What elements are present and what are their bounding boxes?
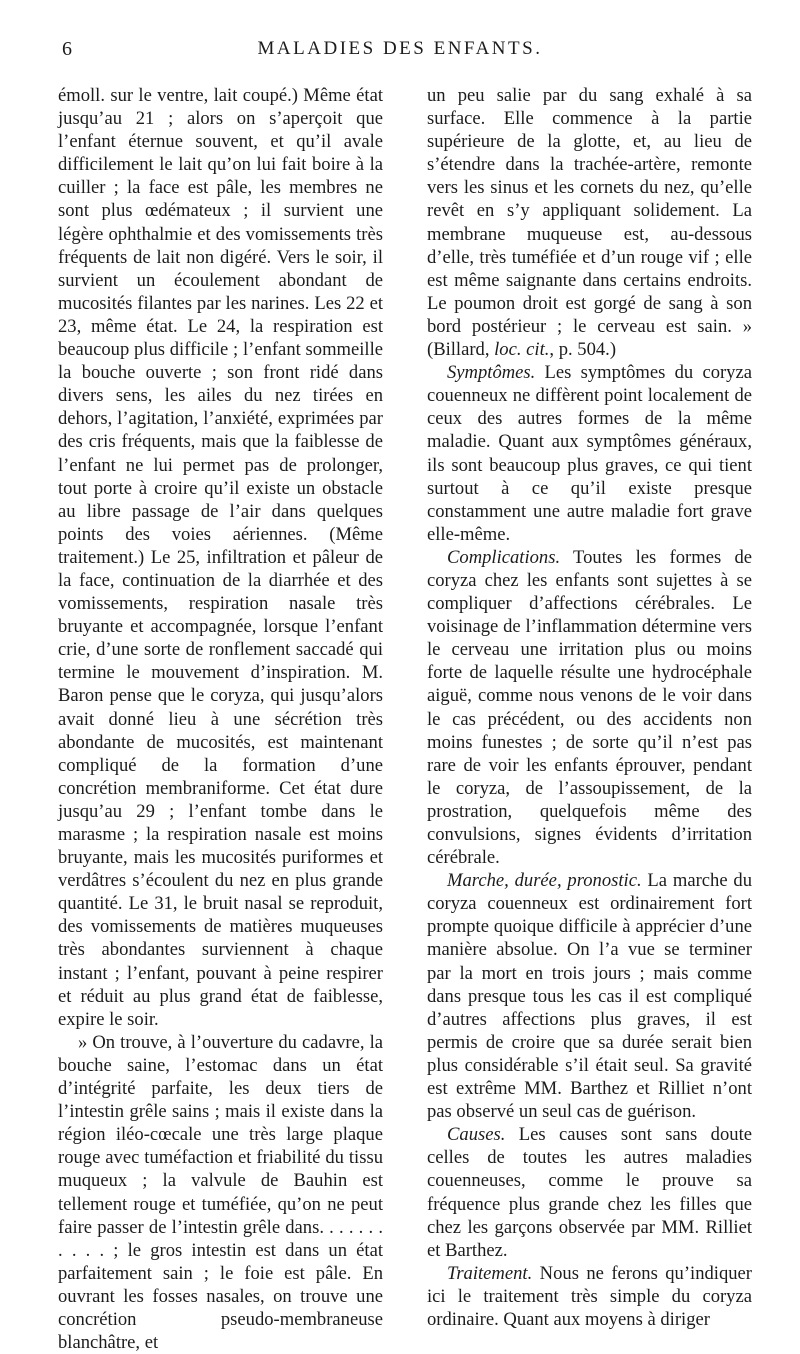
marche-heading: Marche, durée, pronostic.	[447, 870, 642, 892]
case-narrative-paragraph: émoll. sur le ventre, lait coupé.) Même état jusqu’au 21 ; alors on s’aperçoit que l’enfant éternue souvent, et qu’il avale difficilement le lait qu’on lui fait boire à la cuiller ; la face est pâle, les membres ne sont plus œdémateux ; il survient une légère ophthalmie et des vomissements très fréquents de lait non digéré. Vers le soir, il survient un écoulement abondant de mucosités filantes par les narines. Les 22 et 23, même état. Le 24, la respiration est beaucoup plus difficile ; l’enfant sommeille la bouche ouverte ; son front ridé dans divers sens, les ailes du nez tirées en dehors, l’agitation, l’anxiété, exprimées par des cris fréquents, mais que la faiblesse de l’enfant ne lui permet pas de prolonger, tout porte à croire qu’il existe un obstacle au libre passage de l’air dans quelques points des voies aériennes. (Même traitement.) Le 25, infiltration et pâleur de la face, continuation de la diarrhée et des vomissements, respiration nasale très bruyante et accompagnée, lorsque l’enfant crie, d’une sorte de ronflement saccadé qui termine le mouvement d’inspiration. M. Baron pense que le coryza, qui jusqu’alors avait donné lieu à une sécrétion très abondante de mucosités, est maintenant compliqué de la formation d’une concrétion membraniforme. Cet état dure jusqu’au 29 ; l’enfant tombe dans le marasme ; la respiration nasale est moins bruyante, mais les mucosités puriformes et verdâtres s’écoulent du nez en plus grande quantité. Le 31, le bruit nasal se reproduit, des vomissements de matières muqueuses très abondantes surviennent à chaque instant ; l’enfant, pouvant à peine respirer et réduit au plus grand état de faiblesse, expire le soir.	[58, 85, 383, 1030]
causes-heading: Causes.	[447, 1124, 506, 1146]
causes-text: Les causes sont sans doute celles de toutes les autres maladies couenneuses, comme le prouve sa fréquence plus grande chez les filles que chez les garçons observée par MM. Rilliet et Barthez.	[427, 1124, 752, 1261]
complications-heading: Complications.	[447, 546, 561, 568]
marche-text: La marche du coryza couenneux est ordinairement fort prompte quoique difficile à apprécier d’une manière absolue. On l’a vue se terminer par la mort en trois jours ; mais comme dans presque tous les cas il est compliqué d’autres affections plus graves, il est permis de croire que sa durée serait bien plus considérable s’il était seul. Sa gravité est extrême MM. Barthez et Rilliet n’ont pas observé un seul cas de guérison.	[427, 870, 752, 1123]
left-column	[58, 84, 383, 1354]
page-header	[50, 38, 750, 68]
autopsy-paragraph: » On trouve, à l’ouverture du cadavre, la bouche saine, l’estomac dans un état d’intégrité parfaite, les deux tiers de l’intestin grêle sains ; mais il existe dans la région iléo-cœcale une très large plaque rouge avec tuméfaction et friabilité du tissu muqueux ; la valvule de Bauhin est tellement rouge et tuméfiée, qu’on ne peut faire passer de l’intestin grêle dans. . . . . . . . . . . ; le gros intestin est dans un état parfaitement sain ; le foie est pâle. En ouvrant les fosses nasales, on trouve une concrétion pseudo-membraneuse blanchâtre, et	[58, 1031, 383, 1354]
traitement-text: Nous ne ferons qu’indiquer ici le traitement très simple du coryza ordinaire. Quant aux moyens à diriger	[427, 1262, 752, 1330]
causes-paragraph	[427, 1123, 752, 1262]
right-column	[427, 84, 752, 1331]
autopsy-continuation-text: un peu salie par du sang exhalé à sa surface. Elle commence à la partie supérieure de la glotte, et, au lieu de s’étendre dans la trachée-artère, remonte vers les sinus et les cornets du nez, qu’elle revêt en s’y appliquant solidement. La membrane muqueuse est, au-dessous d’elle, très tuméfiée et d’un rouge vif ; elle est même saignante dans certains endroits. Le poumon droit est gorgé de sang à son bord postérieur ; le cerveau est sain. » (Billard,	[427, 85, 752, 361]
page-number: 6	[62, 38, 73, 60]
marche-paragraph	[427, 869, 752, 1123]
traitement-heading: Traitement.	[447, 1262, 533, 1284]
complications-paragraph	[427, 546, 752, 869]
citation-loc-cit: loc. cit.	[494, 339, 550, 361]
symptomes-paragraph	[427, 361, 752, 546]
symptomes-text: Les symptômes du coryza couenneux ne diffèrent point localement de ceux des autres formes de la même maladie. Quant aux symptômes généraux, ils sont beaucoup plus graves, ce qui tient surtout à ce qu’il existe presque constamment une autre maladie fort grave elle-même.	[427, 362, 752, 545]
running-title: MALADIES DES ENFANTS.	[257, 38, 543, 59]
traitement-paragraph	[427, 1262, 752, 1331]
complications-text: Toutes les formes de coryza chez les enfants sont sujettes à se compliquer d’affections cérébrales. Le voisinage de l’inflammation détermine vers le cerveau une irritation plus ou moins forte de laquelle résulte une hydrocéphale aiguë, comme nous venons de le voir dans le cas précédent, ou des accidents non moins funestes ; de sorte qu’il n’est pas rare de voir les enfants éprouver, pendant le coryza, de l’assoupissement, de la prostration, quelquefois même des convulsions, signes évidents d’irritation cérébrale.	[427, 546, 752, 869]
citation-page: , p. 504.)	[549, 339, 617, 361]
autopsy-continuation-paragraph	[427, 84, 752, 361]
symptomes-heading: Symptômes.	[447, 362, 536, 384]
